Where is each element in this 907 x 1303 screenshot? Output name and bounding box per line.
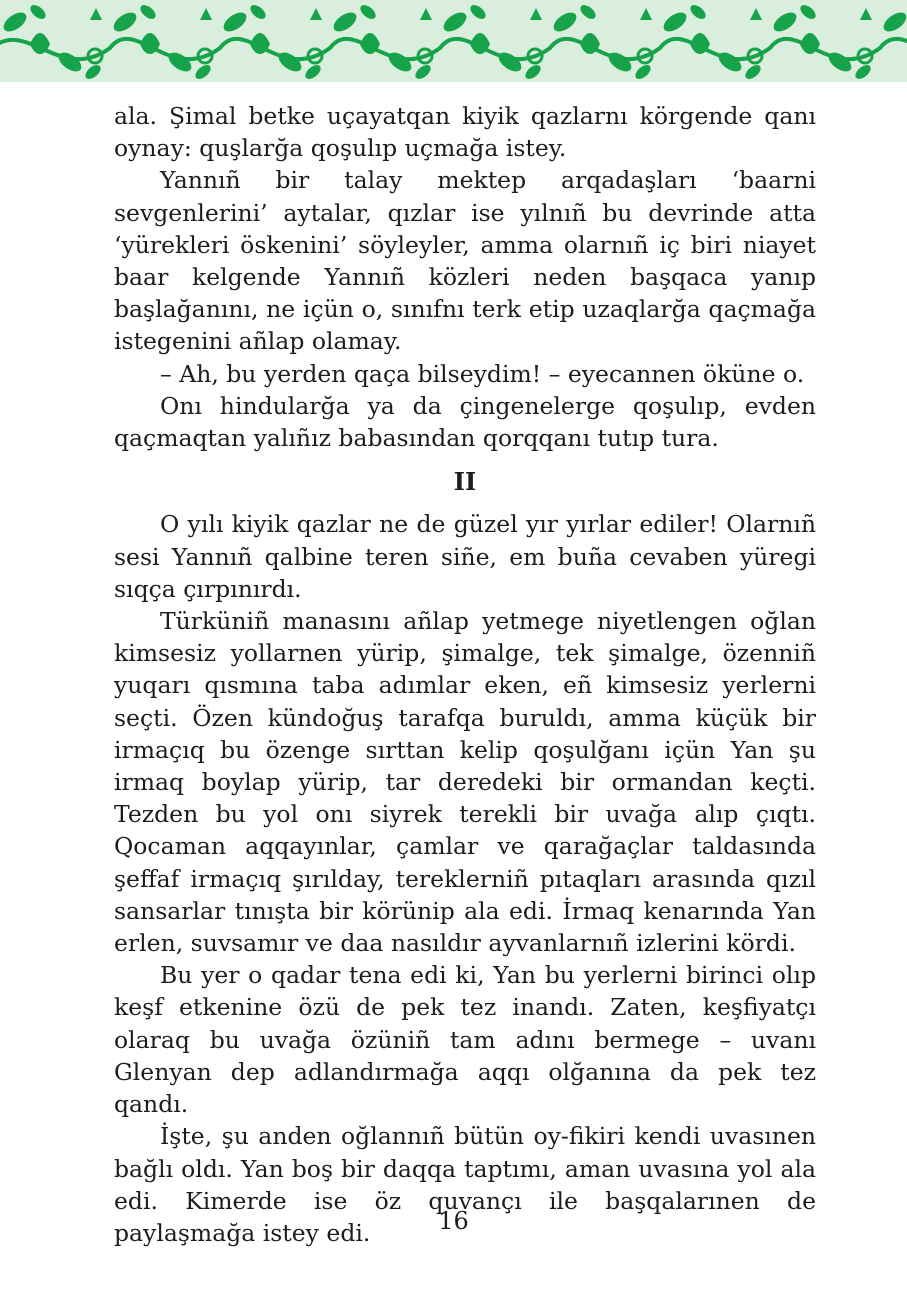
paragraph: O yılı kiyik qazlar ne de güzel yır yırlar ediler! Olarnıñ sesi Yannıñ qalbine teren siñe, em buña cevaben yüregi sıqça çırpınırdı. [114,510,816,603]
paragraph: – Ah, bu yerden qaça bilseydim! – eyecannen öküne o. [160,359,805,388]
leaf-vine-ornament-icon [0,0,907,82]
paragraph: Onı hindularğa ya da çingenelerge qoşulıp, evden qaçmaqtan yalıñız babasından qorqqanı tutıp tura. [114,391,816,453]
decorative-banner [0,0,907,82]
paragraph: Bu yer o qadar tena edi ki, Yan bu yerlerni birinci olıp keşf etkenine özü de pek tez inandı. Zaten, keşfiyatçı olaraq bu uvağa özüniñ tam adını bermege – uvanı Glenyan dep adlandırmağa aqqı olğanına da pek tez qandı. [114,961,816,1119]
page-number: 16 [438,1207,469,1235]
paragraph: İşte, şu anden oğlannıñ bütün oy-fikiri kendi uvasınen bağlı oldı. Yan boş bir daqqa taptımı, aman uvasına yol ala edi. Kimerde ise öz quvançı ile başqalarınen de paylaşmağa istey edi. [114,1122,816,1247]
paragraph: ala. Şimal betke uçayatqan kiyik qazlarnı körgende qanı oynay: quşlarğa qoşulıp uçmağa istey. [114,102,816,163]
paragraph: Türküniñ manasını añlap yetmege niyetlengen oğlan kimsesiz yollarnen yürip, şimalge, tek şimalge, özenniñ yuqarı qısmına taba adımlar eken, eñ kimsesiz yerlerni seçti. Özen kündoğuş tarafqa buruldı, amma küçük bir irmaçıq bu özenge sırttan kelip qoşulğanı içün Yan şu irmaq boylap yürip, tar deredeki bir ormandan keçti. Tezden bu yol onı siyrek terekli bir uvağa alıp çıqtı. Qocaman aqqayınlar, çamlar ve qarağaçlar taldasında şeffaf irmaçıq şırılday, tereklerniñ pıtaqları arasında qızıl sansarlar tınışta bir körünip ala edi. İrmaq kenarında Yan erlen, suvsamır ve daa nasıldır ayvanlarnıñ izlerini kördi. [114,607,816,958]
paragraph: Yannıñ bir talay mektep arqadaşları ‘baarni sevgenlerini’ aytalar, qızlar ise yılnıñ bu devrinde atta ‘yürekleri öskenini’ söyleyler, amma olarnıñ iç biri niayet baar kelgende Yannıñ közleri neden başqaca yanıp başlağanını, ne içün o, sınıfnı terk etip uzaqlarğa qaçmağa istegenini añlap olamay. [114,166,816,356]
section-heading: II [453,467,477,497]
page-text [114,100,816,1249]
